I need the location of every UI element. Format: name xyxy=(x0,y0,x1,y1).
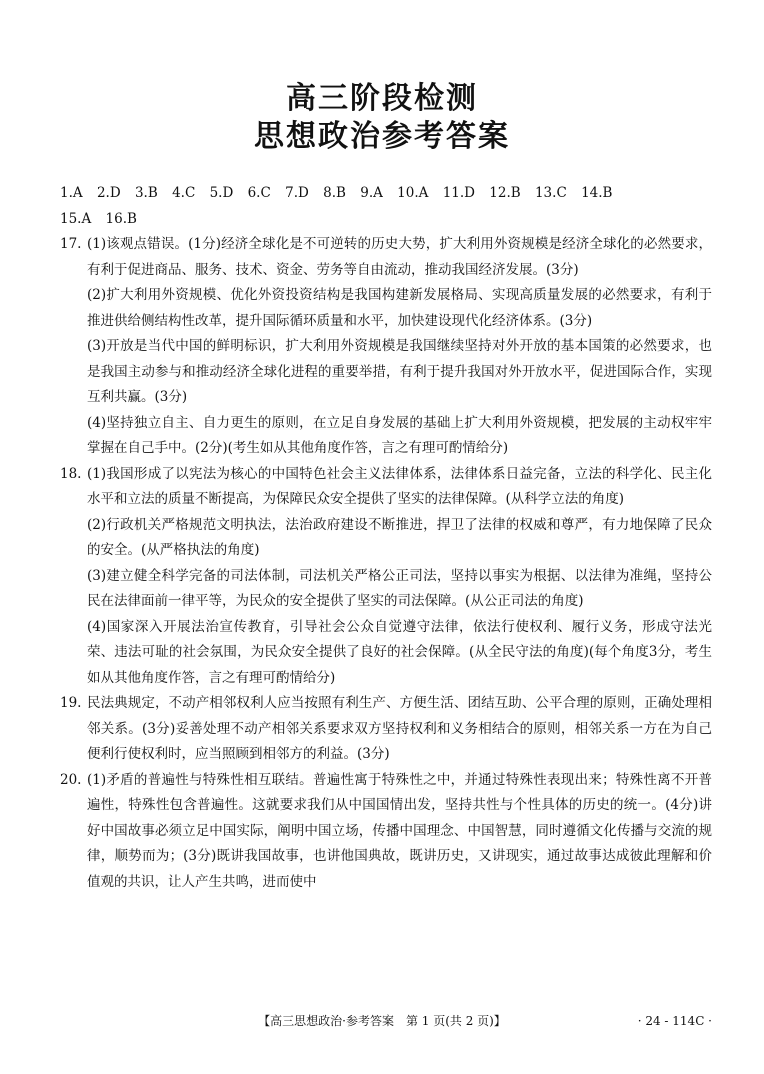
answer-part: (2)扩大利用外资规模、优化外资投资结构是我国构建新发展格局、实现高质量发展的必然要求，有利于推进供给侧结构性改革，提升国际循环质量和水平，加快建设现代化经济体系。(3分) xyxy=(87,287,712,329)
choice-answer: 6.C xyxy=(247,185,271,201)
question-19 xyxy=(60,691,712,768)
footer-page-info: 【高三思想政治·参考答案 第 1 页(共 2 页)】 xyxy=(258,1014,506,1028)
choice-answer: 14.B xyxy=(581,185,613,201)
answer-part: (1)矛盾的普遍性与特殊性相互联结。普遍性寓于特殊性之中，并通过特殊性表现出来；特殊性离不开普遍性，特殊性包含普遍性。这就要求我们从中国国情出发，坚持共性与个性具体的历史的统一。(4分)讲好中国故事必须立足中国实际，阐明中国立场，传播中国理念、中国智慧，同时遵循文化传播与交流的规律，顺势而为；(3分)既讲我国故事，也讲他国典故，既讲历史，又讲现实，通过故事达成彼此理解和价值观的共识，让人产生共鸣，进而使中 xyxy=(87,771,712,890)
choice-answer: 5.D xyxy=(209,185,234,201)
footer-exam-code: · 24 - 114C · xyxy=(637,1014,712,1028)
question-number: 18. xyxy=(60,465,82,482)
question-18 xyxy=(60,462,712,692)
choice-answer: 15.A xyxy=(60,210,92,227)
choice-answer: 1.A xyxy=(60,185,83,201)
answer-part: 民法典规定，不动产相邻权利人应当按照有利生产、方便生活、团结互助、公平合理的原则，正确处理相邻关系。(3分)妥善处理不动产相邻关系要求双方坚持权利和义务相结合的原则，相邻关系一方在为自己便利行使权利时，应当照顾到相邻方的利益。(3分) xyxy=(87,695,712,762)
choice-answer: 16.B xyxy=(105,210,137,227)
answer-part: (1)该观点错误。(1分)经济全球化是不可逆转的历史大势，扩大利用外资规模是经济全球化的必然要求，有利于促进商品、服务、技术、资金、劳务等自由流动，推动我国经济发展。(3分) xyxy=(87,236,712,278)
choice-answer: 7.D xyxy=(285,185,309,201)
question-number: 17. xyxy=(60,236,82,252)
choice-answer: 12.B xyxy=(489,185,521,201)
choice-answers-row-2 xyxy=(60,207,712,233)
title-block xyxy=(0,80,764,156)
answer-part: (3)开放是当代中国的鲜明标识，扩大利用外资规模是我国继续坚持对外开放的基本国策的必然要求，也是我国主动参与和推动经济全球化进程的重要举措，有利于提升我国对外开放水平，促进国际合作，实现互利共赢。(3分) xyxy=(87,338,712,405)
choice-answer: 3.B xyxy=(134,185,158,201)
answer-part: (4)坚持独立自主、自力更生的原则，在立足自身发展的基础上扩大利用外资规模，把发展的主动权牢牢掌握在自己手中。(2分)(考生如从其他角度作答，言之有理可酌情给分) xyxy=(87,414,712,456)
choice-answers-row-1 xyxy=(60,181,712,207)
choice-answer: 10.A xyxy=(397,185,429,201)
question-20 xyxy=(60,768,712,896)
choice-answer: 2.D xyxy=(96,185,121,201)
answer-part: (4)国家深入开展法治宣传教育，引导社会公众自觉遵守法律，依法行使权利、履行义务，形成守法光荣、违法可耻的社会氛围，为民众安全提供了良好的社会保障。(从全民守法的角度)(每个角度3分，考生如从其他角度作答，言之有理可酌情给分) xyxy=(87,618,712,686)
answer-content xyxy=(60,181,712,895)
choice-answer: 9.A xyxy=(360,185,383,201)
document-subtitle: 思想政治参考答案 xyxy=(254,119,510,154)
question-number: 19. xyxy=(60,695,82,711)
choice-answer: 8.B xyxy=(323,185,346,201)
exam-title: 高三阶段检测 xyxy=(286,81,478,116)
choice-answer: 13.C xyxy=(534,185,567,201)
question-17 xyxy=(60,232,712,462)
answer-part: (3)建立健全科学完备的司法体制，司法机关严格公正司法，坚持以事实为根据、以法律为准绳，坚持公民在法律面前一律平等，为民众的安全提供了坚实的司法保障。(从公正司法的角度) xyxy=(87,567,712,609)
choice-answer: 4.C xyxy=(172,185,196,201)
page-footer xyxy=(0,1012,764,1030)
answer-part: (2)行政机关严格规范文明执法，法治政府建设不断推进，捍卫了法律的权威和尊严，有力地保障了民众的安全。(从严格执法的角度) xyxy=(87,516,712,558)
choice-answer: 11.D xyxy=(442,185,475,201)
question-number: 20. xyxy=(60,771,82,788)
answer-part: (1)我国形成了以宪法为核心的中国特色社会主义法律体系，法律体系日益完备，立法的科学化、民主化水平和立法的质量不断提高，为保障民众安全提供了坚实的法律保障。(从科学立法的角度) xyxy=(87,465,712,507)
